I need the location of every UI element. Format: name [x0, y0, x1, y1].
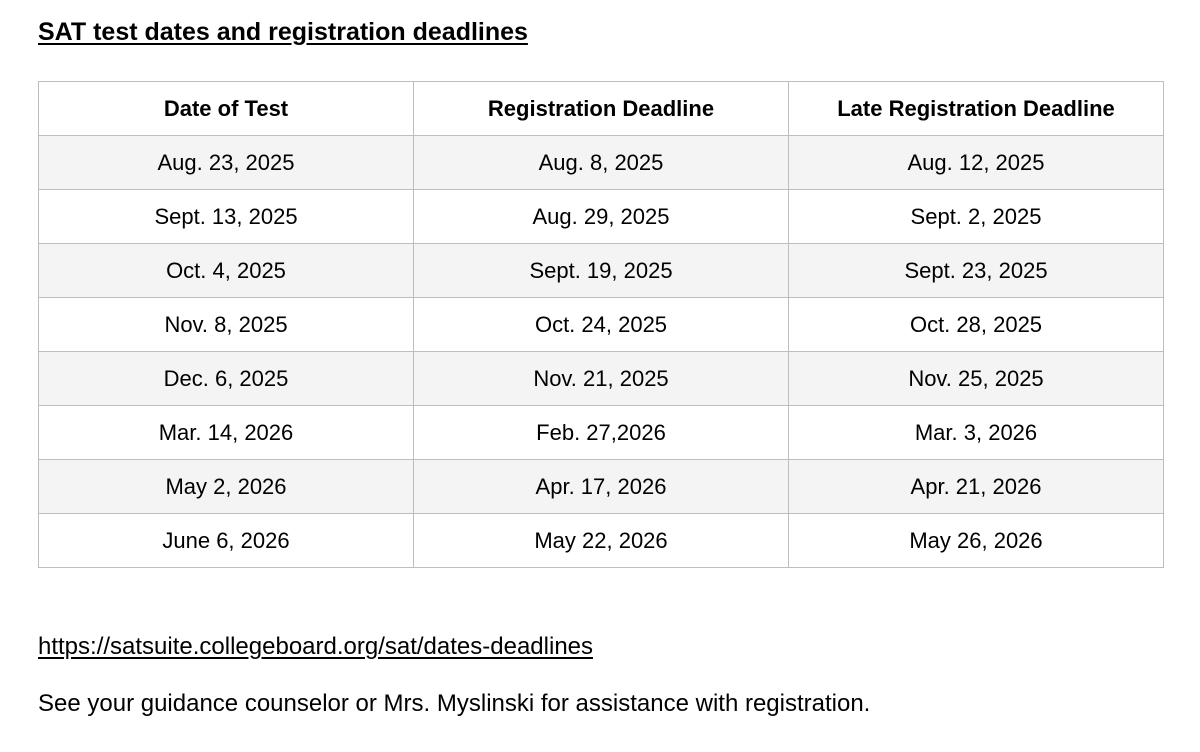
dates-deadlines-link[interactable]: https://satsuite.collegeboard.org/sat/dates-deadlines: [38, 633, 594, 660]
header-date-of-test: Date of Test: [39, 82, 414, 136]
cell-test-date: June 6, 2026: [39, 514, 414, 568]
cell-test-date: Dec. 6, 2025: [39, 352, 414, 406]
cell-registration-deadline: Feb. 27,2026: [414, 406, 789, 460]
table-row: [39, 352, 1164, 406]
cell-late-registration-deadline: Mar. 3, 2026: [789, 406, 1164, 460]
cell-late-registration-deadline: May 26, 2026: [789, 514, 1164, 568]
cell-late-registration-deadline: Sept. 2, 2025: [789, 190, 1164, 244]
table-row: [39, 514, 1164, 568]
cell-registration-deadline: Nov. 21, 2025: [414, 352, 789, 406]
cell-registration-deadline: Sept. 19, 2025: [414, 244, 789, 298]
table-row: [39, 406, 1164, 460]
cell-registration-deadline: Apr. 17, 2026: [414, 460, 789, 514]
cell-late-registration-deadline: Aug. 12, 2025: [789, 136, 1164, 190]
cell-test-date: May 2, 2026: [39, 460, 414, 514]
table-row: [39, 136, 1164, 190]
cell-test-date: Sept. 13, 2025: [39, 190, 414, 244]
cell-test-date: Oct. 4, 2025: [39, 244, 414, 298]
assistance-note: See your guidance counselor or Mrs. Myslinski for assistance with registration.: [38, 690, 871, 717]
header-registration-deadline: Registration Deadline: [414, 82, 789, 136]
cell-late-registration-deadline: Nov. 25, 2025: [789, 352, 1164, 406]
cell-test-date: Mar. 14, 2026: [39, 406, 414, 460]
table-header-row: [39, 82, 1164, 136]
cell-registration-deadline: Oct. 24, 2025: [414, 298, 789, 352]
table-row: [39, 244, 1164, 298]
cell-registration-deadline: May 22, 2026: [414, 514, 789, 568]
cell-test-date: Aug. 23, 2025: [39, 136, 414, 190]
cell-registration-deadline: Aug. 8, 2025: [414, 136, 789, 190]
sat-dates-table: [38, 81, 1164, 568]
cell-late-registration-deadline: Sept. 23, 2025: [789, 244, 1164, 298]
cell-late-registration-deadline: Apr. 21, 2026: [789, 460, 1164, 514]
header-late-registration-deadline: Late Registration Deadline: [789, 82, 1164, 136]
table-row: [39, 190, 1164, 244]
cell-registration-deadline: Aug. 29, 2025: [414, 190, 789, 244]
cell-late-registration-deadline: Oct. 28, 2025: [789, 298, 1164, 352]
document-title: SAT test dates and registration deadlines: [38, 18, 528, 46]
table-row: [39, 298, 1164, 352]
table-row: [39, 460, 1164, 514]
cell-test-date: Nov. 8, 2025: [39, 298, 414, 352]
